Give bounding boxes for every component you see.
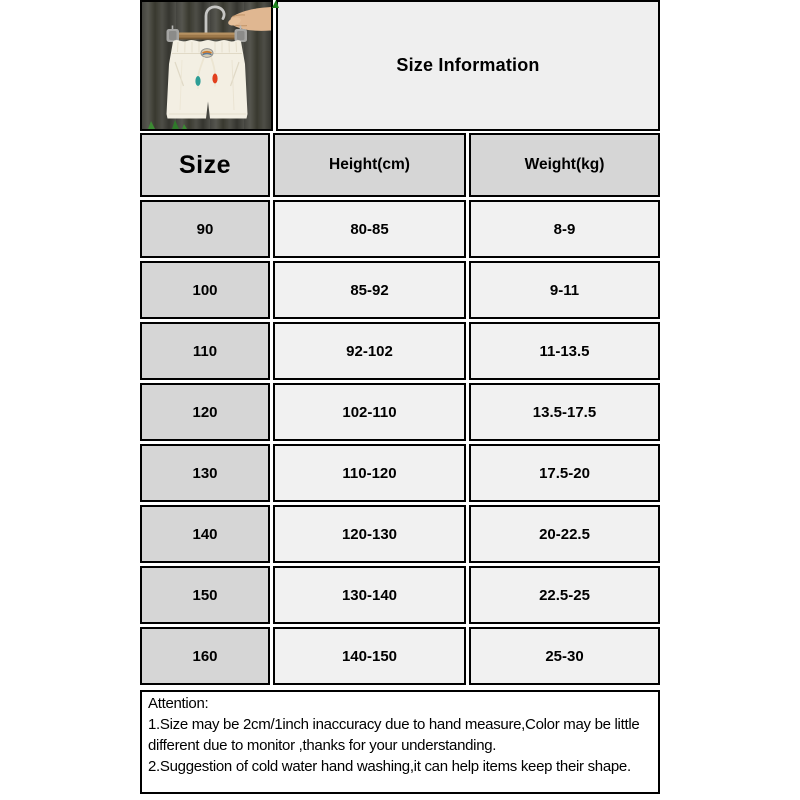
table-row <box>140 444 660 502</box>
top-section <box>140 0 660 131</box>
leaf-icon <box>148 120 187 129</box>
column-header-size: Size <box>140 133 270 197</box>
weight-cell: 22.5-25 <box>469 566 660 624</box>
height-cell: 120-130 <box>273 505 466 563</box>
height-cell: 102-110 <box>273 383 466 441</box>
size-table <box>137 130 663 688</box>
table-row <box>140 322 660 380</box>
attention-line: 2.Suggestion of cold water hand washing,it can help items keep their shape. <box>148 758 631 775</box>
table-header-row <box>140 133 660 197</box>
weight-cell: 25-30 <box>469 627 660 685</box>
weight-cell: 13.5-17.5 <box>469 383 660 441</box>
weight-cell: 8-9 <box>469 200 660 258</box>
table-row <box>140 566 660 624</box>
product-photo <box>140 0 273 131</box>
attention-note <box>140 690 660 794</box>
size-cell: 140 <box>140 505 270 563</box>
size-cell: 120 <box>140 383 270 441</box>
height-cell: 140-150 <box>273 627 466 685</box>
table-row <box>140 383 660 441</box>
page-title: Size Information <box>396 55 540 75</box>
table-row <box>140 505 660 563</box>
size-chart-content <box>140 0 660 794</box>
size-cell: 130 <box>140 444 270 502</box>
weight-cell: 20-22.5 <box>469 505 660 563</box>
attention-line: 1.Size may be 2cm/1inch inaccuracy due to hand measure,Color may be little <box>148 716 640 733</box>
table-row <box>140 627 660 685</box>
height-cell: 130-140 <box>273 566 466 624</box>
table-row <box>140 200 660 258</box>
height-cell: 110-120 <box>273 444 466 502</box>
size-cell: 100 <box>140 261 270 319</box>
table-row <box>140 261 660 319</box>
size-cell: 90 <box>140 200 270 258</box>
height-cell: 92-102 <box>273 322 466 380</box>
title-cell <box>276 0 660 131</box>
bead-red <box>212 74 217 84</box>
size-cell: 150 <box>140 566 270 624</box>
weight-cell: 9-11 <box>469 261 660 319</box>
attention-line: different due to monitor ,thanks for your understanding. <box>148 737 497 754</box>
weight-cell: 17.5-20 <box>469 444 660 502</box>
column-header-weight: Weight(kg) <box>469 133 660 197</box>
column-header-height: Height(cm) <box>273 133 466 197</box>
hanger-hook-icon <box>206 7 224 34</box>
bead-teal <box>195 76 200 86</box>
leaf-tip-icon <box>272 0 279 8</box>
product-photo-illustration <box>142 2 271 129</box>
attention-heading: Attention: <box>148 695 209 712</box>
size-cell: 160 <box>140 627 270 685</box>
clip-left <box>167 26 180 43</box>
height-cell: 80-85 <box>273 200 466 258</box>
weight-cell: 11-13.5 <box>469 322 660 380</box>
hand <box>227 7 271 31</box>
size-cell: 110 <box>140 322 270 380</box>
height-cell: 85-92 <box>273 261 466 319</box>
